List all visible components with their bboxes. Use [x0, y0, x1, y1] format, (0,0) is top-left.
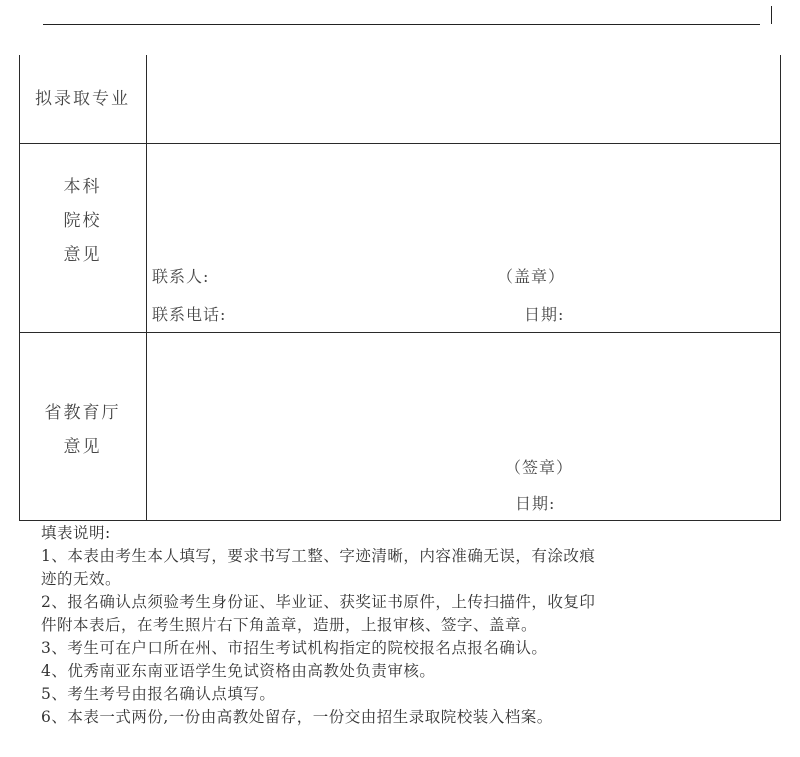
instruction-line: 件附本表后，在考生照片右下角盖章，造册，上报审核、签字、盖章。: [41, 616, 538, 634]
instruction-line: 2、报名确认点须验考生身份证、毕业证、获奖证书原件，上传扫描件，收复印: [41, 593, 596, 611]
school-label-line: 院校: [63, 211, 102, 231]
school-date-label: 日期:: [524, 305, 565, 324]
sign-label: （签章）: [505, 458, 574, 477]
instruction-item: 5、考生考号由报名确认点填写。: [41, 685, 276, 703]
top-rule: [43, 24, 760, 25]
form-table: [19, 55, 781, 521]
province-date-label: 日期:: [515, 494, 556, 513]
contact-person-label: 联系人:: [152, 267, 210, 286]
instruction-line: 迹的无效。: [41, 570, 122, 588]
province-opinion-label: [19, 396, 146, 464]
major-field[interactable]: [147, 55, 780, 143]
contact-phone-label: 联系电话:: [152, 305, 227, 324]
province-label-line: 省教育厅: [44, 403, 121, 423]
instruction-item: [41, 591, 781, 637]
instruction-item: 6、本表一式两份,一份由高教处留存，一份交由招生录取院校装入档案。: [41, 708, 553, 726]
table-bottom-border: [19, 520, 781, 521]
province-opinion-field[interactable]: [147, 333, 780, 520]
instruction-line: 1、本表由考生本人填写，要求书写工整、字迹清晰，内容准确无误，有涂改痕: [41, 547, 596, 565]
major-label: 拟录取专业: [35, 89, 130, 109]
instruction-item: [41, 545, 781, 591]
school-label-line: 本科: [63, 177, 102, 197]
table-right-border: [780, 55, 781, 521]
filling-instructions: [41, 522, 781, 729]
instruction-item: 3、考生可在户口所在州、市招生考试机构指定的院校报名点报名确认。: [41, 639, 548, 657]
instruction-item: 4、优秀南亚东南亚语学生免试资格由高教处负责审核。: [41, 662, 436, 680]
school-opinion-field[interactable]: [147, 144, 780, 332]
province-label-line: 意见: [63, 437, 102, 457]
seal-label: （盖章）: [497, 267, 566, 286]
instructions-title: 填表说明:: [41, 524, 111, 542]
school-label-line: 意见: [63, 245, 102, 265]
margin-tick: [771, 6, 772, 24]
school-opinion-label: [19, 170, 146, 272]
